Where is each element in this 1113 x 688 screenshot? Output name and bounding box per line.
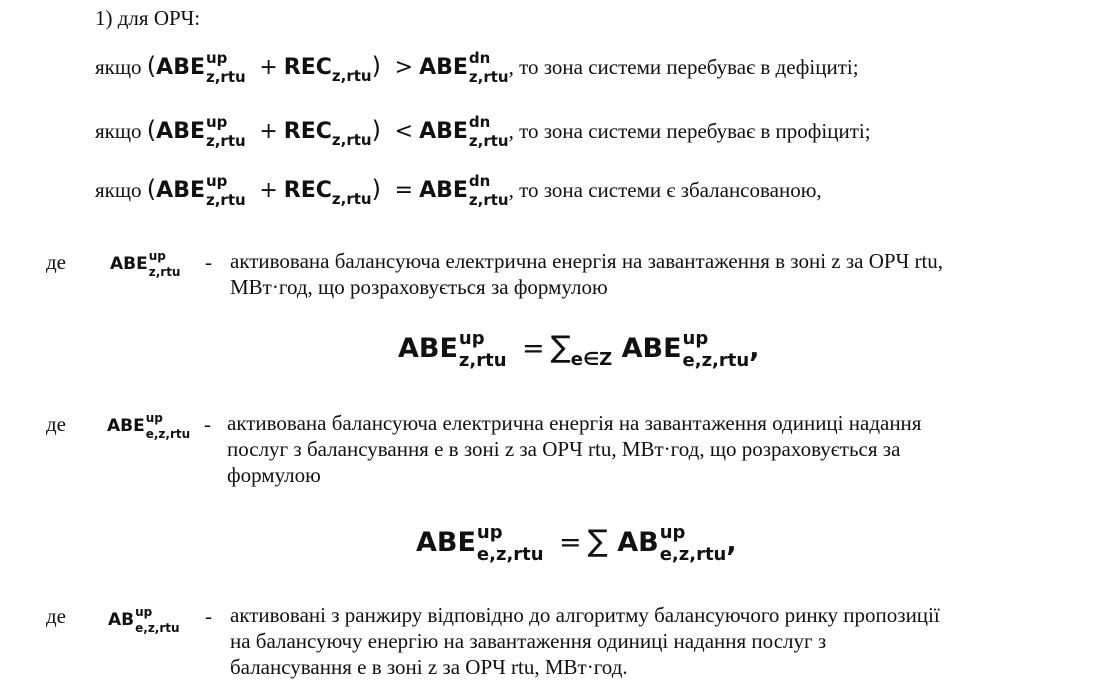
definition-dash: -	[205, 604, 212, 628]
definition-dash: -	[205, 250, 212, 274]
condition-tail: , то зона системи є збалансованою,	[508, 178, 822, 202]
condition-tail: , то зона системи перебуває в профіциті;	[508, 119, 871, 143]
condition-row	[95, 49, 859, 86]
definition-de: де	[46, 604, 67, 628]
section-heading: 1) для ОРЧ:	[95, 6, 201, 30]
definition-symbol: ABE up z,rtu	[110, 249, 181, 279]
formula: ABE up e,z,rtu = ∑ AB up e,z,rtu ,	[416, 521, 737, 565]
condition-formula: (ABE up z,rtu + $REC_{z,rtu}$) > ABE dn z,rtu	[146, 49, 509, 86]
condition-lead: якщо	[95, 178, 142, 202]
definition-text: активована балансуюча електрична енергія на завантаження в зоні z за ОРЧ rtu, МВт·год, що розраховується за формулою	[230, 249, 944, 299]
definition-de: де	[46, 412, 67, 436]
condition-formula: (ABE up z,rtu + $REC_{z,rtu}$) = ABE dn z,rtu	[146, 172, 509, 209]
condition-row	[95, 172, 822, 209]
definition-symbol: ABE up e,z,rtu	[107, 411, 191, 441]
formula: ABE up z,rtu = $\sum_{e\in Z}$ ABE up e,z,rtu ,	[398, 327, 760, 371]
definition-dash: -	[204, 412, 211, 436]
condition-tail: , то зона системи перебуває в дефіциті;	[508, 55, 859, 79]
definition-text: активована балансуюча електрична енергія на завантаження одиниці надання послуг з балансування e в зоні z за ОРЧ rtu, МВт·год, що розраховується за формулою	[227, 411, 922, 487]
definition-de: де	[46, 250, 67, 274]
definition-text: активовані з ранжиру відповідно до алгоритму балансуючого ринку пропозиції на балансуючу енергію на завантаження одиниці надання послуг з балансування e в зоні z за ОРЧ rtu, МВт·год.	[230, 603, 940, 679]
condition-lead: якщо	[95, 119, 142, 143]
definition-symbol: AB up e,z,rtu	[108, 605, 180, 635]
condition-row	[95, 113, 871, 150]
condition-formula: (ABE up z,rtu + $REC_{z,rtu}$) < ABE dn z,rtu	[146, 113, 509, 150]
condition-lead: якщо	[95, 55, 142, 79]
